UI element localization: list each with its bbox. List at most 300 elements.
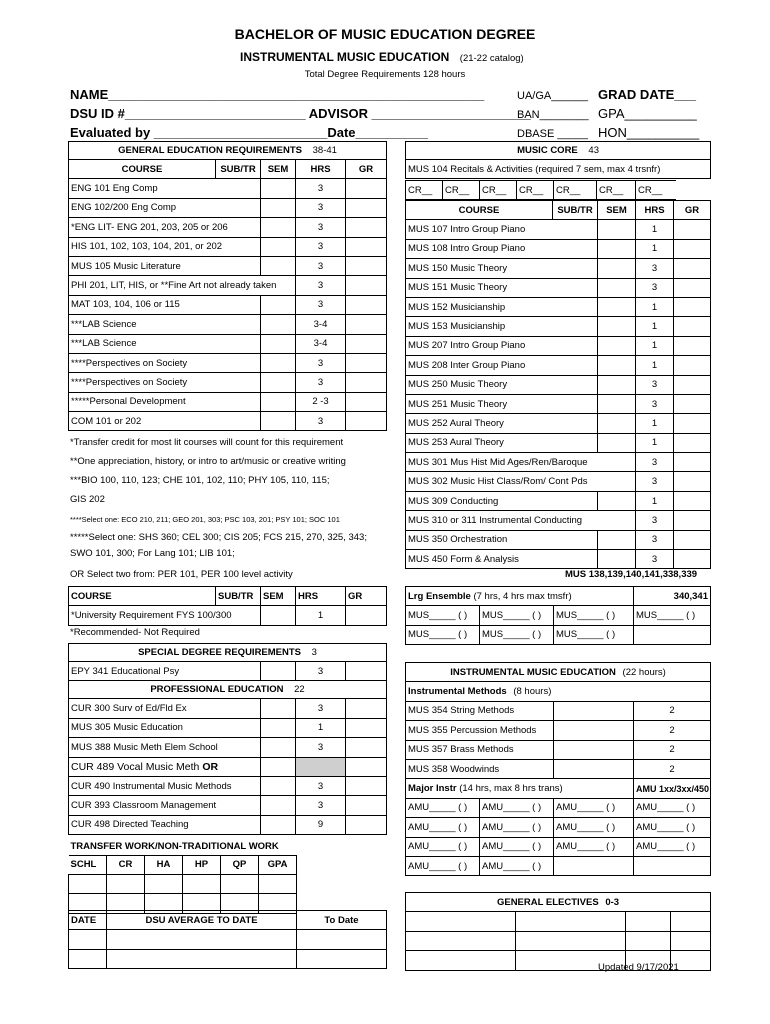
gen-ed-table [68,141,387,431]
table-row [69,606,387,625]
methods-label: Instrumental Methods [408,686,507,698]
col-hrs: HRS [296,587,346,606]
course-name: MUS 250 Music Theory [406,375,598,394]
cell[interactable] [107,949,297,968]
table-row [406,356,711,375]
sem-cell[interactable] [598,394,636,413]
electives-table [405,892,711,971]
gr-cell[interactable] [346,353,387,372]
gr-cell[interactable] [674,433,711,452]
amu-cell[interactable]: AMU_____ ( ) [480,798,554,817]
ensemble-table [405,586,711,645]
music-core-hours: 43 [588,145,599,156]
prof-hours: 22 [294,684,305,696]
instrumental-title: INSTRUMENTAL MUSIC EDUCATION [450,666,616,678]
cell[interactable] [107,930,297,949]
table-row [406,433,711,452]
gen-ed-note: GIS 202 [70,494,105,505]
dbase-field[interactable]: DBASE _____ [517,128,588,140]
cell[interactable] [671,931,711,950]
gr-cell[interactable] [346,218,387,237]
col-qp: QP [221,855,259,874]
table-row [69,757,387,776]
gr-cell[interactable] [346,796,387,815]
sem-cell[interactable] [598,278,636,297]
cr-cell[interactable]: CR__ [443,181,480,200]
amu-cell[interactable]: AMU_____ ( ) [554,798,634,817]
sem-cell[interactable] [598,414,636,433]
ensemble-title-row [406,587,711,606]
gr-cell[interactable] [674,394,711,413]
instrumental-title-cell [406,663,711,682]
amu-cell[interactable]: AMU_____ ( ) [634,818,711,837]
cell[interactable] [107,874,145,893]
sem-cell[interactable] [554,759,634,778]
amu-row [406,818,711,837]
course-name: MUS 358 Woodwinds [406,759,554,778]
table-row [69,373,387,392]
methods-row [406,682,711,701]
amu-cell[interactable]: AMU_____ ( ) [480,818,554,837]
sem-cell[interactable] [598,375,636,394]
col-sem: SEM [261,587,296,606]
dsu-id-advisor-field[interactable]: DSU ID #_________________________ ADVISOR ______________________ [70,106,531,121]
hrs-cell: 1 [636,433,674,452]
hrs-cell: 3 [296,256,346,275]
gr-cell[interactable] [346,757,387,776]
sem-cell[interactable] [261,699,296,718]
music-core-courses-table [405,200,711,569]
table-row [69,699,387,718]
electives-hours: 0-3 [605,896,620,908]
document-subtitle-line [240,48,524,66]
amu-cell[interactable]: AMU_____ ( ) [406,837,480,856]
grad-date-field[interactable]: GRAD DATE___ [598,87,697,102]
table-row [406,220,711,239]
updated-date: Updated 9/17/2021 [598,962,679,973]
hrs-cell: 1 [296,606,346,625]
ban-field[interactable]: BAN________ [517,109,589,121]
col-hrs: HRS [636,201,674,220]
cr-cell[interactable]: CR__ [480,181,517,200]
avg-header-row [69,911,387,930]
course-name: ENG 101 Eng Comp [69,179,261,198]
gr-cell[interactable] [346,776,387,795]
cr-row [406,181,676,200]
ensemble-desc: (7 hrs, 4 hrs max tmsfr) [473,590,572,602]
univ-table [68,586,387,626]
table-row [69,815,387,834]
sem-cell[interactable] [598,297,636,316]
cell[interactable] [516,931,626,950]
ensemble-course-numbers-2: 340,341 [634,587,711,606]
sem-cell[interactable] [598,220,636,239]
sem-cell[interactable] [554,721,634,740]
gpa-field[interactable]: GPA__________ [598,106,697,121]
sem-cell[interactable] [261,606,296,625]
course-name: *ENG LIT- ENG 201, 203, 205 or 206 [69,218,261,237]
course-name: CUR 498 Directed Teaching [69,815,261,834]
col-schl: SCHL [69,855,107,874]
course-name: MUS 302 Music Hist Class/Rom/ Cont Pds [406,472,636,491]
gen-ed-header-row [69,160,387,179]
gr-cell[interactable] [674,297,711,316]
sem-cell[interactable] [261,237,296,256]
table-row [406,511,711,530]
course-name: MUS 105 Music Literature [69,256,261,275]
sem-cell[interactable] [598,550,636,569]
course-name: CUR 490 Instrumental Music Methods [69,776,261,795]
name-field[interactable]: NAME____________________________________________________ [70,87,485,102]
transfer-table [68,838,297,914]
sem-cell[interactable] [598,433,636,452]
ensemble-row [406,625,711,644]
hrs-cell: 1 [636,414,674,433]
cell[interactable] [297,949,387,968]
hrs-cell: 3-4 [296,334,346,353]
course-name: MUS 252 Aural Theory [406,414,598,433]
table-row [406,239,711,258]
sem-cell[interactable] [598,259,636,278]
gr-cell[interactable] [674,453,711,472]
instrumental-table [405,662,711,876]
table-row [406,414,711,433]
gr-cell[interactable] [346,699,387,718]
course-name: MUS 350 Orchestration [406,530,598,549]
sem-cell[interactable] [261,796,296,815]
gr-cell[interactable] [346,662,387,681]
course-name: *****Personal Development [69,392,261,411]
transfer-title: TRANSFER WORK/NON-TRADITIONAL WORK [70,840,279,852]
sem-cell[interactable] [598,491,636,510]
gr-cell[interactable] [674,414,711,433]
cell[interactable] [297,930,387,949]
prof-title: PROFESSIONAL EDUCATION [150,684,284,696]
hrs-cell: 3 [296,179,346,198]
sem-cell[interactable] [261,256,296,275]
sem-cell[interactable] [261,179,296,198]
course-name: MUS 150 Music Theory [406,259,598,278]
table-row [69,276,387,295]
ua-ga-field[interactable]: UA/GA______ [517,90,588,102]
sem-cell[interactable] [261,776,296,795]
gr-cell[interactable] [674,220,711,239]
hrs-cell: 3 [296,373,346,392]
amu-row [406,798,711,817]
hrs-cell: 1 [636,297,674,316]
gr-cell[interactable] [674,356,711,375]
hrs-cell: 3 [296,276,346,295]
hrs-cell: 3 [296,699,346,718]
catalog-label: (21-22 catalog) [459,53,524,64]
hrs-cell: 1 [296,718,346,737]
gr-cell[interactable] [346,256,387,275]
course-name: MAT 103, 104, 106 or 115 [69,295,261,314]
gr-cell[interactable] [346,606,387,625]
cell[interactable] [259,874,297,893]
amu-cell[interactable]: AMU_____ ( ) [406,798,480,817]
instrumental-title-row [406,663,711,682]
course-name: MUS 208 Inter Group Piano [406,356,598,375]
mus-cell[interactable]: MUS_____ ( ) [634,606,711,625]
evaluated-by-field[interactable]: Evaluated by ________________________Date__________ [70,125,428,140]
course-name [69,757,261,776]
gr-cell[interactable] [674,491,711,510]
hrs-cell: 1 [636,356,674,375]
hrs-cell: 3 [296,295,346,314]
sem-cell[interactable] [261,392,296,411]
gr-cell[interactable] [346,276,387,295]
univ-header-row [69,587,387,606]
col-gpa: GPA [259,855,297,874]
sem-cell[interactable] [261,295,296,314]
sem-cell[interactable] [261,334,296,353]
gr-cell[interactable] [674,259,711,278]
course-name: PHI 201, LIT, HIS, or **Fine Art not already taken [69,276,296,295]
cr-cell[interactable]: CR__ [636,181,676,200]
cr-cell[interactable]: CR__ [597,181,636,200]
gr-cell[interactable] [674,472,711,491]
hrs-cell: 1 [636,336,674,355]
hrs-cell: 3 [636,530,674,549]
gr-cell[interactable] [674,239,711,258]
cr-cell[interactable]: CR__ [517,181,554,200]
course-name: MUS 450 Form & Analysis [406,550,598,569]
course-name: MUS 301 Mus Hist Mid Ages/Ren/Baroque [406,453,636,472]
mus-cell[interactable]: MUS_____ ( ) [554,606,634,625]
mus-cell[interactable]: MUS_____ ( ) [480,625,554,644]
dsu-average-table [68,910,387,969]
cell[interactable] [626,912,671,931]
hrs-cell: 3-4 [296,315,346,334]
amu-cell[interactable]: AMU_____ ( ) [634,798,711,817]
music-core-title: MUSIC CORE [517,145,578,156]
table-row [406,297,711,316]
hrs-cell: 9 [296,815,346,834]
sem-cell[interactable] [598,336,636,355]
mus-cell[interactable]: MUS_____ ( ) [406,625,480,644]
gr-cell[interactable] [346,295,387,314]
gr-cell[interactable] [674,375,711,394]
gr-cell[interactable] [674,278,711,297]
cell[interactable] [69,930,107,949]
gen-ed-hours: 38-41 [312,145,337,156]
table-row [406,931,711,950]
sem-cell[interactable] [261,718,296,737]
dsu-average-label: DSU AVERAGE TO DATE [107,911,297,930]
hrs-cell: 2 [634,740,711,759]
table-row [406,491,711,510]
col-gr: GR [346,160,387,179]
music-core-table [405,141,711,179]
cell[interactable] [406,951,516,970]
course-name: MUS 153 Musicianship [406,317,598,336]
transfer-header-row [69,855,297,874]
mus-cell[interactable]: MUS_____ ( ) [554,625,634,644]
amu-row [406,837,711,856]
course-name: MUS 152 Musicianship [406,297,598,316]
course-name: MUS 108 Intro Group Piano [406,239,598,258]
table-row [406,453,711,472]
sem-cell[interactable] [261,757,296,776]
sem-cell[interactable] [261,662,296,681]
sem-cell[interactable] [261,198,296,217]
table-row [406,701,711,720]
cell[interactable] [69,874,107,893]
cr-cell[interactable]: CR__ [406,181,443,200]
major-instr-label: Major Instr [408,783,457,795]
total-hours: Total Degree Requirements 128 hours [304,69,466,80]
table-row [69,662,387,681]
course-name: MUS 107 Intro Group Piano [406,220,598,239]
music-core-title-row [406,142,711,160]
ensemble-row [406,606,711,625]
gr-cell[interactable] [346,334,387,353]
sem-cell[interactable] [554,740,634,759]
mus-cell[interactable]: MUS_____ ( ) [480,606,554,625]
cell[interactable] [69,949,107,968]
empty-cell[interactable] [634,625,711,644]
sem-cell[interactable] [598,317,636,336]
table-row [69,295,387,314]
cell[interactable] [183,874,221,893]
col-hp: HP [183,855,221,874]
gr-cell[interactable] [346,373,387,392]
gr-cell[interactable] [674,530,711,549]
hrs-cell: 3 [296,198,346,217]
gr-cell[interactable] [346,738,387,757]
table-row [406,259,711,278]
sem-cell[interactable] [261,353,296,372]
gr-cell[interactable] [346,392,387,411]
course-name: CUR 300 Surv of Ed/Fld Ex [69,699,261,718]
table-row [69,237,387,256]
empty-cell[interactable] [634,856,711,875]
hrs-cell: 3 [636,550,674,569]
amu-cell[interactable]: AMU_____ ( ) [554,818,634,837]
gr-cell[interactable] [346,237,387,256]
ensemble-label-cell [406,587,634,606]
col-ha: HA [145,855,183,874]
gr-cell[interactable] [346,315,387,334]
course-name: COM 101 or 202 [69,412,261,431]
amu-cell[interactable]: AMU_____ ( ) [634,837,711,856]
sem-cell[interactable] [261,815,296,834]
table-row [69,738,387,757]
sem-cell[interactable] [261,412,296,431]
gen-ed-note: **One appreciation, history, or intro to art/music or creative writing [70,456,346,467]
course-name: MUS 251 Music Theory [406,394,598,413]
gr-cell[interactable] [674,511,711,530]
table-row [406,472,711,491]
amu-cell[interactable]: AMU_____ ( ) [554,837,634,856]
table-row [406,530,711,549]
sem-cell[interactable] [261,373,296,392]
course-name: ENG 102/200 Eng Comp [69,198,261,217]
gr-cell[interactable] [346,815,387,834]
hrs-cell: 3 [296,412,346,431]
cell[interactable] [671,912,711,931]
transfer-title-row [69,838,297,855]
sem-cell[interactable] [598,356,636,375]
table-row [69,796,387,815]
hrs-cell: 3 [636,453,674,472]
hrs-cell: 2 -3 [296,392,346,411]
table-row [406,278,711,297]
table-row [406,740,711,759]
cell[interactable] [406,931,516,950]
gr-cell[interactable] [346,179,387,198]
sem-cell[interactable] [598,530,636,549]
course-name: ****Perspectives on Society [69,373,261,392]
col-gr: GR [674,201,711,220]
col-course: COURSE [406,201,553,220]
table-row [69,930,387,949]
empty-cell[interactable] [554,856,634,875]
amu-cell[interactable]: AMU_____ ( ) [480,856,554,875]
course-name: MUS 354 String Methods [406,701,554,720]
hrs-cell: 3 [636,278,674,297]
table-row [69,776,387,795]
mus-cell[interactable]: MUS_____ ( ) [406,606,480,625]
gen-ed-title: GENERAL EDUCATION REQUIREMENTS [118,145,302,156]
gen-ed-note: *****Select one: SHS 360; CEL 300; CIS 205; FCS 215, 270, 325, 343; [70,532,367,543]
sem-cell[interactable] [598,239,636,258]
hon-field[interactable]: HON__________ [598,125,700,140]
table-row [406,375,711,394]
gr-cell[interactable] [346,198,387,217]
table-row [69,718,387,737]
cell[interactable] [516,912,626,931]
gr-cell[interactable] [346,718,387,737]
sem-cell[interactable] [554,701,634,720]
gen-ed-note: *Transfer credit for most lit courses will count for this requirement [70,437,344,448]
gr-cell[interactable] [674,550,711,569]
amu-codes: AMU 1xx/3xx/450 [634,779,711,798]
sem-cell[interactable] [261,315,296,334]
hrs-cell: 3 [296,353,346,372]
col-course: COURSE [69,160,216,179]
amu-row [406,856,711,875]
gr-cell[interactable] [346,412,387,431]
special-title-row [69,644,387,662]
gr-cell[interactable] [674,336,711,355]
document-subtitle: INSTRUMENTAL MUSIC EDUCATION [240,50,450,64]
cell[interactable] [406,912,516,931]
gen-ed-note: SWO 101, 300; For Lang 101; LIB 101; [70,548,235,559]
table-row [69,218,387,237]
amu-cell[interactable]: AMU_____ ( ) [406,856,480,875]
sem-cell[interactable] [261,738,296,757]
gen-ed-title-row [69,142,387,160]
cr-cells-table [405,180,676,200]
cell[interactable] [145,874,183,893]
sem-cell[interactable] [261,218,296,237]
hrs-cell: 1 [636,220,674,239]
col-sem: SEM [598,201,636,220]
amu-cell[interactable]: AMU_____ ( ) [406,818,480,837]
amu-cell[interactable]: AMU_____ ( ) [480,837,554,856]
hrs-cell: 1 [636,491,674,510]
course-name: EPY 341 Educational Psy [69,662,261,681]
cell[interactable] [221,874,259,893]
gr-cell[interactable] [674,317,711,336]
cell[interactable] [626,931,671,950]
document-title: BACHELOR OF MUSIC EDUCATION DEGREE [234,26,536,42]
course-name: *University Requirement FYS 100/300 [69,606,261,625]
electives-title-cell [406,893,711,912]
cr-cell[interactable]: CR__ [554,181,597,200]
